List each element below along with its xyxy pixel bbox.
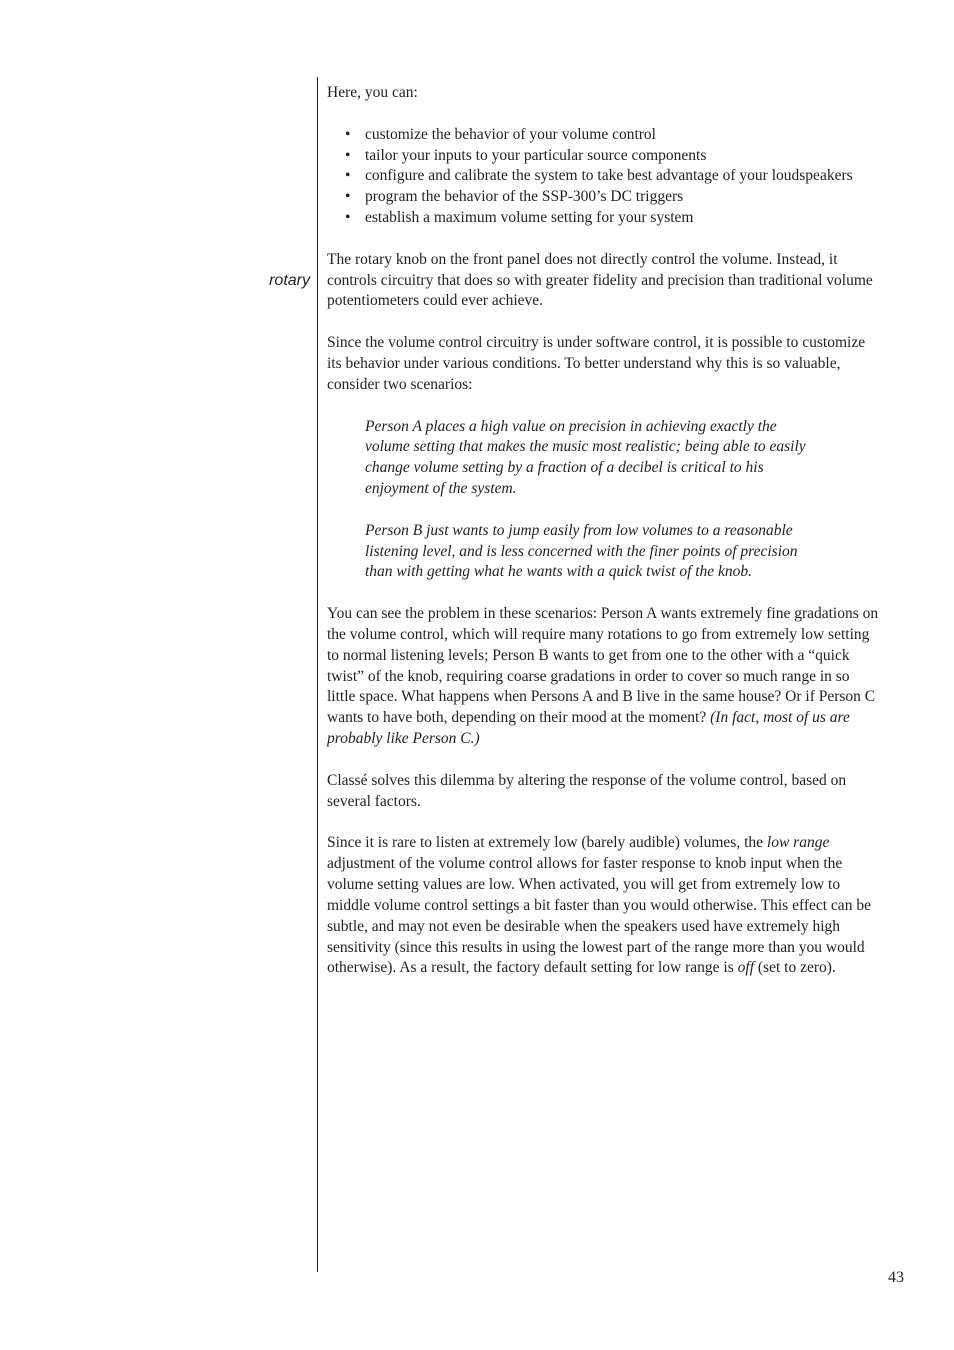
feature-list (327, 125, 879, 229)
problem-paragraph: You can see the problem in these scenarios: Person A wants extremely fine gradations on the volume control, which will require many rotations to go from extremely low setting to normal listening levels; Person B wants to get from one to the other with a “quick twist” of the knob, requiring coarse gradations in order to cover so much range in so little space. What happens when Persons A and B live in the same house? Or if Person C wants to have both, depending on their mood at the moment? (In fact, most of us are probably like Person C.) (327, 605, 879, 748)
scenario-a-quote: Person A places a high value on precision in achieving exactly the volume setting that makes the music most realistic; being able to easily change volume setting by a fraction of a decibel is critical to his enjoyment of the system. (365, 417, 806, 498)
side-heading: rotary (269, 272, 310, 289)
list-item: • program the behavior of the SSP-300’s DC triggers (327, 187, 879, 208)
scenario-b-quote: Person B just wants to jump easily from low volumes to a reasonable listening level, and is less concerned with the finer points of precision than with getting what he wants with a quick twist of the knob. (365, 521, 798, 581)
bullet-icon: • (345, 125, 351, 143)
body-text (327, 83, 879, 1000)
rotary-paragraph-1: The rotary knob on the front panel does not directly control the volume. Instead, it controls circuitry that does so with greater fidelity and precision than traditional volume potentiometers could ever achieve. (327, 250, 873, 310)
list-item: • establish a maximum volume setting for your system (327, 208, 879, 229)
rotary-paragraph-2: Since the volume control circuitry is under software control, it is possible to customize its behavior under various conditions. To better understand why this is so valuable, consider two scenarios: (327, 334, 866, 393)
bullet-icon: • (345, 188, 351, 206)
margin-rule (317, 77, 318, 1272)
low-range-paragraph: Since it is rare to listen at extremely low (barely audible) volumes, the low range adjustment of the volume control allows for faster response to knob input when the volume setting values are low. When activated, you will get from extremely low to middle volume control settings a bit faster than you would otherwise. This effect can be subtle, and may not even be desirable when the speakers used have extremely high sensitivity (since this results in using the lowest part of the range more than you would otherwise). As a result, the factory default setting for low range is off (set to zero). (327, 834, 871, 977)
intro-paragraph: Here, you can: (327, 84, 418, 101)
list-item: • configure and calibrate the system to take best advantage of your loudspeakers (327, 166, 879, 187)
page-number: 43 (888, 1269, 904, 1286)
list-item: • tailor your inputs to your particular source components (327, 146, 879, 167)
list-item: • customize the behavior of your volume control (327, 125, 879, 146)
bullet-icon: • (345, 167, 351, 185)
solution-paragraph: Classé solves this dilemma by altering the response of the volume control, based on several factors. (327, 771, 847, 810)
bullet-icon: • (345, 209, 351, 227)
bullet-icon: • (345, 146, 351, 164)
